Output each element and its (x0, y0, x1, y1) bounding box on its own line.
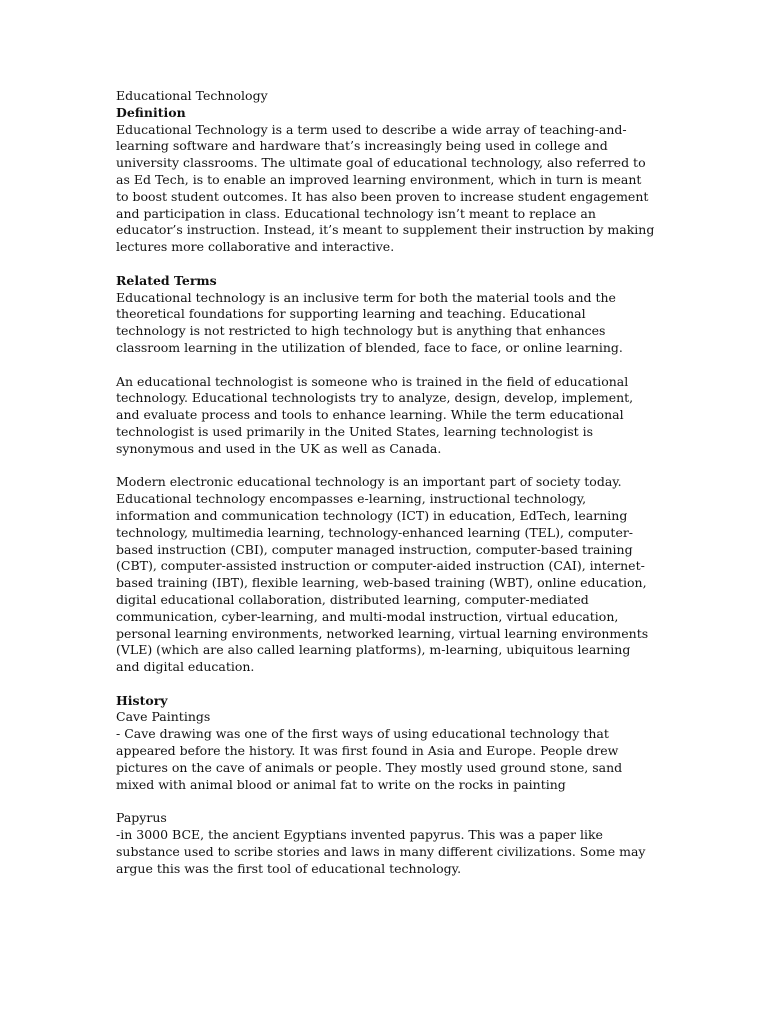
history-section-text-papyrus: -in 3000 BCE, the ancient Egyptians invented papyrus. This was a paper like substance used to scribe stories and laws in many different civilizations. Some may argue this was the first tool of educational technology. (116, 827, 646, 876)
history-section-text-cave-paintings: - Cave drawing was one of the first ways of using educational technology that appeared before the history. It was first found in Asia and Europe. People drew pictures on the cave of animals or people. They mostly used ground stone, sand mixed with animal blood or animal fat to write on the rocks in painting (116, 726, 623, 792)
document-body (116, 88, 656, 877)
related-terms-paragraph-2: An educational technologist is someone who is trained in the field of educational technology. Educational technologists try to analyze, design, develop, implement, and evaluate process and tools to enhance learning. While the term educational technologist is used primarily in the United States, learning technologist is synonymous and used in the UK as well as Canada. (116, 373, 634, 456)
paragraph-gap (116, 357, 656, 374)
history-section-title-papyrus: Papyrus (116, 810, 167, 826)
related-terms-paragraph-1: Educational technology is an inclusive term for both the material tools and the theoretical foundations for supporting learning and teaching. Educational technology is not restricted to high technology but is anything that enhances classroom learning in the utilization of blended, face to face, or online learning. (116, 289, 623, 355)
paragraph-gap (116, 793, 656, 810)
definition-paragraph: Educational Technology is a term used to describe a wide array of teaching-and-learning software and hardware that’s increasingly being used in college and university classrooms. The ultimate goal of educational technology, also referred to as Ed Tech, is to enable an improved learning environment, which in turn is meant to boost student outcomes. It has also been proven to increase student engagement and participation in class. Educational technology isn’t meant to replace an educator’s instruction. Instead, it’s meant to supplement their instruction by making lectures more collaborative and interactive. (116, 121, 655, 255)
paragraph-gap (116, 676, 656, 693)
definition-heading: Definition (116, 104, 186, 120)
document-title: Educational Technology (116, 88, 268, 103)
paragraph-gap (116, 256, 656, 273)
paragraph-gap (116, 458, 656, 475)
related-terms-paragraph-3: Modern electronic educational technology is an important part of society today. Educational technology encompasses e-learning, instructional technology, information and communication technology (ICT) in education, EdTech, learning technology, multimedia learning, technology-enhanced learning (TEL), computer-based instruction (CBI), computer managed instruction, computer-based training (CBT), computer-assisted instruction or computer-aided instruction (CAI), internet-based training (IBT), flexible learning, web-based training (WBT), online education, digital educational collaboration, distributed learning, computer-mediated communication, cyber-learning, and multi-modal instruction, virtual education, personal learning environments, networked learning, virtual learning environments (VLE) (which are also called learning platforms), m-learning, ubiquitous learning and digital education. (116, 474, 649, 675)
history-heading: History (116, 692, 168, 708)
related-terms-heading: Related Terms (116, 272, 217, 288)
history-section-title-cave-paintings: Cave Paintings (116, 709, 211, 725)
